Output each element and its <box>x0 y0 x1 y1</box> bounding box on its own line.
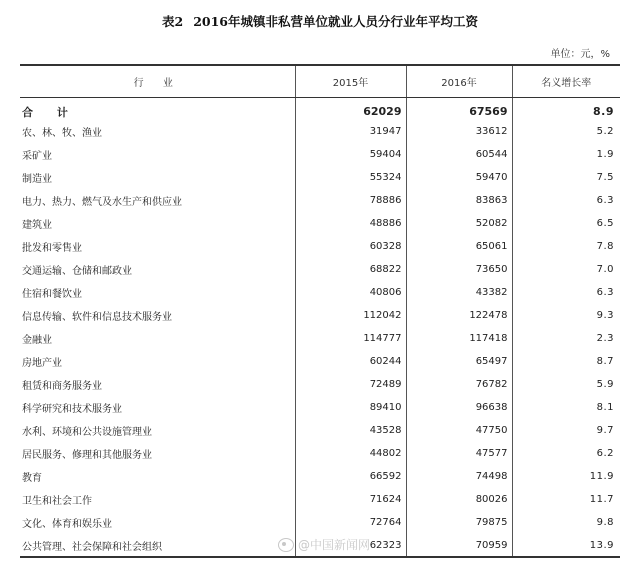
cell-2015: 89410 <box>295 396 406 419</box>
cell-2015: 44802 <box>295 442 406 465</box>
table-row <box>20 235 620 258</box>
cell-2015: 72764 <box>295 511 406 534</box>
table-number: 表2 <box>162 14 184 29</box>
table-title-text: 2016年城镇非私营单位就业人员分行业年平均工资 <box>193 14 478 29</box>
cell-2015: 60244 <box>295 350 406 373</box>
cell-2016: 33612 <box>406 120 512 143</box>
table-row <box>20 281 620 304</box>
cell-2015: 31947 <box>295 120 406 143</box>
cell-industry: 交通运输、仓储和邮政业 <box>22 266 132 277</box>
cell-2015: 71624 <box>295 488 406 511</box>
cell-industry: 农、林、牧、渔业 <box>22 128 102 139</box>
cell-industry: 信息传输、软件和信息技术服务业 <box>22 312 172 323</box>
cell-2015: 43528 <box>295 419 406 442</box>
cell-2016: 117418 <box>406 327 512 350</box>
cell-2016: 60544 <box>406 143 512 166</box>
table-row <box>20 511 620 534</box>
unit-note: 单位：元，% <box>550 49 610 60</box>
table-row <box>20 465 620 488</box>
wage-table <box>20 64 620 558</box>
cell-2016: 96638 <box>406 396 512 419</box>
table-row <box>20 120 620 143</box>
cell-2015: 68822 <box>295 258 406 281</box>
cell-industry: 批发和零售业 <box>22 243 82 254</box>
header-industry: 行 业 <box>20 65 295 97</box>
cell-2016: 70959 <box>406 534 512 557</box>
cell-2016: 52082 <box>406 212 512 235</box>
cell-2015: 62323 <box>295 534 406 557</box>
cell-2016: 47750 <box>406 419 512 442</box>
cell-growth: 8.9 <box>512 97 620 120</box>
header-growth: 名义增长率 <box>512 65 620 97</box>
cell-2016: 73650 <box>406 258 512 281</box>
cell-2016: 65497 <box>406 350 512 373</box>
table-row <box>20 419 620 442</box>
cell-growth: 8.7 <box>512 350 620 373</box>
cell-industry: 房地产业 <box>22 358 62 369</box>
table-row <box>20 350 620 373</box>
cell-2015: 112042 <box>295 304 406 327</box>
table-row <box>20 304 620 327</box>
cell-growth: 9.8 <box>512 511 620 534</box>
cell-growth: 9.7 <box>512 419 620 442</box>
table-row <box>20 212 620 235</box>
table-row <box>20 488 620 511</box>
cell-2015: 60328 <box>295 235 406 258</box>
cell-2016: 67569 <box>406 97 512 120</box>
cell-growth: 9.3 <box>512 304 620 327</box>
table-row <box>20 258 620 281</box>
cell-growth: 8.1 <box>512 396 620 419</box>
table-row <box>20 373 620 396</box>
cell-2015: 62029 <box>295 97 406 120</box>
cell-industry: 居民服务、修理和其他服务业 <box>22 450 152 461</box>
cell-growth: 7.5 <box>512 166 620 189</box>
cell-growth: 7.0 <box>512 258 620 281</box>
cell-2016: 79875 <box>406 511 512 534</box>
cell-industry: 租赁和商务服务业 <box>22 381 102 392</box>
cell-industry: 建筑业 <box>22 220 52 231</box>
table-row <box>20 534 620 557</box>
cell-2016: 43382 <box>406 281 512 304</box>
table-row <box>20 189 620 212</box>
cell-2016: 80026 <box>406 488 512 511</box>
cell-growth: 5.9 <box>512 373 620 396</box>
cell-industry: 文化、体育和娱乐业 <box>22 519 112 530</box>
cell-industry: 水利、环境和公共设施管理业 <box>22 427 152 438</box>
cell-2016: 59470 <box>406 166 512 189</box>
cell-2016: 76782 <box>406 373 512 396</box>
cell-growth: 11.7 <box>512 488 620 511</box>
cell-growth: 2.3 <box>512 327 620 350</box>
table-row <box>20 166 620 189</box>
table-row <box>20 143 620 166</box>
cell-industry: 金融业 <box>22 335 52 346</box>
cell-industry: 采矿业 <box>22 151 52 162</box>
cell-growth: 6.5 <box>512 212 620 235</box>
cell-industry: 合 计 <box>22 105 78 119</box>
cell-2015: 48886 <box>295 212 406 235</box>
cell-2016: 83863 <box>406 189 512 212</box>
watermark-text: @中国新闻网 <box>298 538 371 552</box>
cell-2016: 47577 <box>406 442 512 465</box>
cell-growth: 5.2 <box>512 120 620 143</box>
cell-2015: 78886 <box>295 189 406 212</box>
cell-2015: 40806 <box>295 281 406 304</box>
table-body <box>20 97 620 557</box>
cell-2016: 122478 <box>406 304 512 327</box>
document-title <box>0 12 640 30</box>
cell-growth: 6.2 <box>512 442 620 465</box>
table-row-total <box>20 97 620 120</box>
table-header-row <box>20 65 620 97</box>
cell-2015: 114777 <box>295 327 406 350</box>
cell-industry: 公共管理、社会保障和社会组织 <box>20 534 295 557</box>
cell-industry: 教育 <box>22 473 42 484</box>
table-row <box>20 396 620 419</box>
cell-2016: 65061 <box>406 235 512 258</box>
cell-industry: 电力、热力、燃气及水生产和供应业 <box>22 197 182 208</box>
cell-growth: 6.3 <box>512 281 620 304</box>
header-2016: 2016年 <box>406 65 512 97</box>
cell-2015: 59404 <box>295 143 406 166</box>
table-row <box>20 327 620 350</box>
cell-growth: 11.9 <box>512 465 620 488</box>
cell-growth: 13.9 <box>512 534 620 557</box>
cell-industry: 住宿和餐饮业 <box>22 289 82 300</box>
cell-2015: 66592 <box>295 465 406 488</box>
cell-growth: 6.3 <box>512 189 620 212</box>
cell-industry: 制造业 <box>22 174 52 185</box>
table-row <box>20 442 620 465</box>
cell-2016: 74498 <box>406 465 512 488</box>
cell-2015: 55324 <box>295 166 406 189</box>
cell-2015: 72489 <box>295 373 406 396</box>
cell-industry: 卫生和社会工作 <box>22 496 92 507</box>
cell-growth: 1.9 <box>512 143 620 166</box>
cell-industry: 科学研究和技术服务业 <box>22 404 122 415</box>
header-2015: 2015年 <box>295 65 406 97</box>
cell-growth: 7.8 <box>512 235 620 258</box>
